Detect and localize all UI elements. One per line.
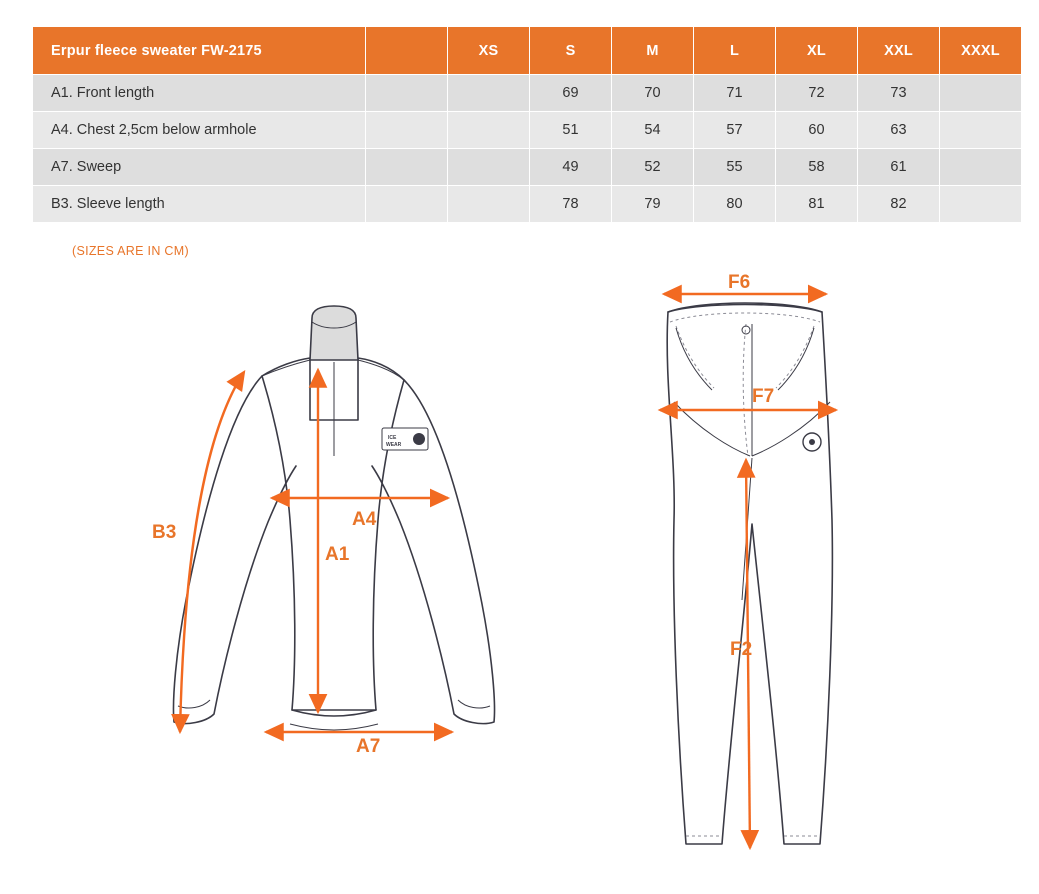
measure-value: 55: [694, 149, 776, 186]
table-row: [33, 75, 1022, 112]
measure-value: [366, 112, 448, 149]
sweater-illustration: [152, 306, 495, 757]
brand-line-2: WEAR: [386, 442, 402, 448]
measure-value: 73: [858, 75, 940, 112]
table-row: [33, 112, 1022, 149]
column-header-xs: XS: [448, 27, 530, 75]
size-table-container: [32, 26, 1009, 223]
column-header-blank: [366, 27, 448, 75]
measure-value: 58: [776, 149, 858, 186]
measure-value: 54: [612, 112, 694, 149]
measure-label: A1. Front length: [33, 75, 366, 112]
measure-value: [940, 186, 1022, 223]
column-header-m: M: [612, 27, 694, 75]
measure-label: A4. Chest 2,5cm below armhole: [33, 112, 366, 149]
measure-value: 57: [694, 112, 776, 149]
chest-label: A4: [352, 509, 377, 530]
measure-value: [940, 75, 1022, 112]
measure-value: 82: [858, 186, 940, 223]
measure-value: 71: [694, 75, 776, 112]
column-header-xl: XL: [776, 27, 858, 75]
sleeve-length-arrow: [180, 372, 244, 732]
measure-value: [448, 186, 530, 223]
measure-value: 69: [530, 75, 612, 112]
measure-value: 52: [612, 149, 694, 186]
measure-value: 60: [776, 112, 858, 149]
front-length-label: A1: [325, 544, 350, 565]
column-header-l: L: [694, 27, 776, 75]
column-header-s: S: [530, 27, 612, 75]
measure-value: 79: [612, 186, 694, 223]
measure-value: [448, 149, 530, 186]
measure-value: 80: [694, 186, 776, 223]
measure-value: 72: [776, 75, 858, 112]
measure-value: 49: [530, 149, 612, 186]
pants-illustration: [660, 272, 836, 848]
measure-value: [940, 112, 1022, 149]
brand-line-1: ICE: [388, 435, 397, 441]
measure-label: A7. Sweep: [33, 149, 366, 186]
measure-value: [448, 112, 530, 149]
waist-label: F6: [728, 272, 751, 293]
table-row: [33, 149, 1022, 186]
measure-value: 70: [612, 75, 694, 112]
brand-logo: [382, 428, 428, 450]
measure-value: [448, 75, 530, 112]
table-header-row: [33, 27, 1022, 75]
sweep-label: A7: [356, 736, 381, 757]
measure-value: 78: [530, 186, 612, 223]
measure-value: [366, 186, 448, 223]
measure-value: [366, 75, 448, 112]
sleeve-length-label: B3: [152, 522, 177, 543]
garment-diagrams: [0, 270, 1039, 894]
measure-value: 81: [776, 186, 858, 223]
inseam-label: F2: [730, 639, 753, 660]
size-table: [32, 26, 1022, 223]
table-title-cell: Erpur fleece sweater FW-2175: [33, 27, 366, 75]
table-row: [33, 186, 1022, 223]
units-note: (SIZES ARE IN CM): [72, 244, 189, 258]
measure-value: 61: [858, 149, 940, 186]
measure-value: [940, 149, 1022, 186]
measure-value: [366, 149, 448, 186]
hip-label: F7: [752, 386, 775, 407]
measure-value: 63: [858, 112, 940, 149]
column-header-xxl: XXL: [858, 27, 940, 75]
measure-value: 51: [530, 112, 612, 149]
column-header-xxxl: XXXL: [940, 27, 1022, 75]
measure-label: B3. Sleeve length: [33, 186, 366, 223]
